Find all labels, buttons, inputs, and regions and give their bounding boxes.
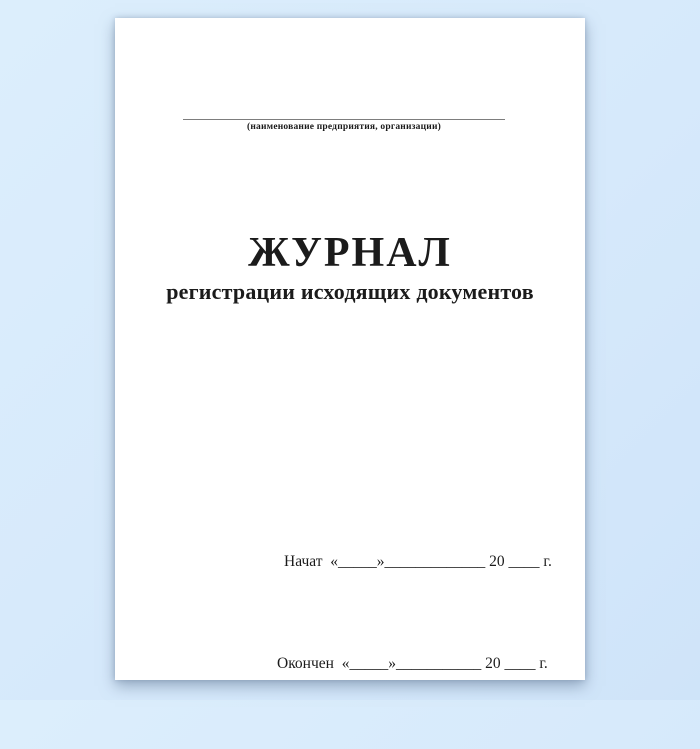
started-date-line: Начат «_____»_____________ 20 ____ г.	[284, 553, 552, 570]
journal-subtitle: регистрации исходящих документов	[166, 279, 534, 305]
organization-name-blank-line	[183, 102, 505, 120]
organization-name-block	[183, 102, 505, 132]
title-block	[115, 230, 585, 305]
journal-cover-page	[115, 18, 585, 680]
journal-title: ЖУРНАЛ	[248, 230, 452, 276]
dates-block	[277, 477, 552, 749]
organization-name-caption: (наименование предприятия, организации)	[246, 122, 441, 132]
finished-date-line: Окончен «_____»___________ 20 ____ г.	[277, 655, 548, 672]
